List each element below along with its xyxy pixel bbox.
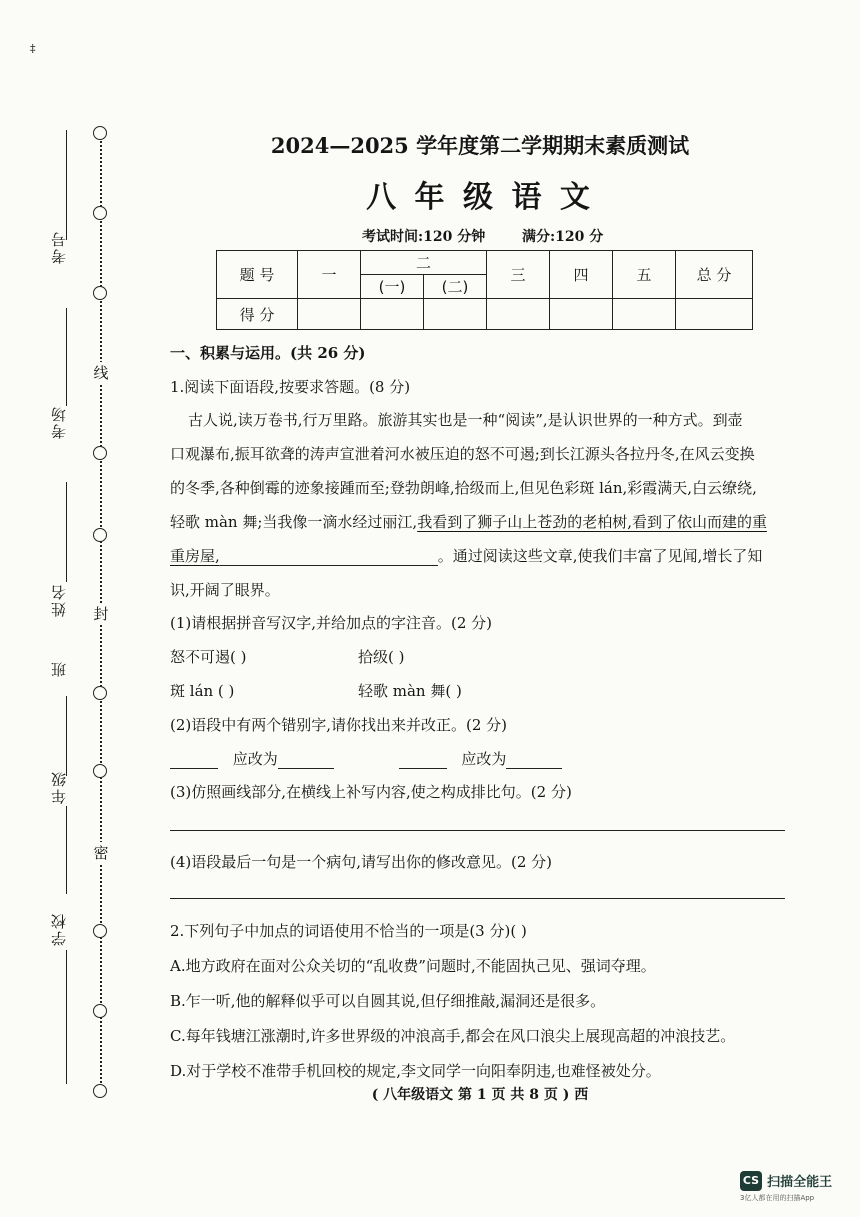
binding-hole — [93, 126, 107, 140]
binding-hole — [93, 528, 107, 542]
answer-nubukeye[interactable]: 怒不可遏( ) — [170, 648, 247, 666]
col-3-header: 三 — [487, 251, 550, 299]
typo-blank[interactable] — [170, 752, 218, 769]
col-2-sub-2: (二) — [424, 275, 487, 299]
binding-hole — [93, 206, 107, 220]
score-cell — [550, 299, 613, 330]
subject-title: 八 年 级 语 文 — [366, 180, 594, 215]
passage-line: 的冬季,各种倒霉的迹象接踵而至;登勃朗峰,拾级而上,但见色彩斑 lán,彩霞满天,白云缭绕, — [170, 479, 757, 497]
gutter-class-label: 班 — [50, 660, 68, 677]
col-4-header: 四 — [550, 251, 613, 299]
gutter-exam-room-label: 考场 — [50, 405, 68, 439]
question-1-prompt: 1.阅读下面语段,按要求答题。(8 分) — [170, 378, 411, 396]
gutter-line — [66, 308, 67, 406]
gutter-school-label: 学校 — [50, 912, 68, 946]
binding-hole — [93, 1084, 107, 1098]
passage-line — [170, 545, 762, 566]
exam-time: 考试时间:120 分钟 — [362, 229, 486, 245]
correction-label: 应改为 — [461, 750, 507, 768]
score-cell — [487, 299, 550, 330]
gutter-line — [66, 696, 67, 776]
scanner-tagline: 3亿人都在用的扫描App — [740, 1193, 815, 1202]
score-cell — [613, 299, 676, 330]
passage-text: 轻歌 màn 舞;当我像一滴水经过丽江, — [170, 513, 418, 531]
corner-mark: ‡ — [30, 42, 36, 55]
gutter-line — [66, 950, 67, 1084]
underlined-model-sentence: 我看到了狮子山上苍劲的老柏树,看到了依山而建的重 — [417, 513, 767, 531]
binding-hole — [93, 286, 107, 300]
gutter-exam-number-label: 考号 — [50, 230, 68, 264]
gutter-name-label: 姓名 — [50, 583, 68, 617]
answer-banlan[interactable]: 斑 lán ( ) — [170, 682, 235, 700]
correction-label: 应改为 — [232, 750, 278, 768]
option-c[interactable]: C.每年钱塘江涨潮时,许多世界级的冲浪高手,都会在风口浪尖上展现高超的冲浪技艺。 — [170, 1027, 736, 1045]
passage-line: 识,开阔了眼界。 — [170, 581, 280, 599]
subquestion-2: (2)语段中有两个错别字,请你找出来并改正。(2 分) — [170, 716, 508, 734]
gutter-line — [66, 806, 67, 894]
answer-qinggemanwu[interactable]: 轻歌 màn 舞( ) — [358, 682, 462, 700]
row-header: 题 号 — [217, 251, 298, 299]
total-header: 总 分 — [676, 251, 753, 299]
subquestion-3: (3)仿照画线部分,在横线上补写内容,使之构成排比句。(2 分) — [170, 783, 572, 801]
col-2-sub-1: (一) — [361, 275, 424, 299]
option-d[interactable]: D.对于学校不准带手机回校的规定,李文同学一向阳奉阴违,也难怪被处分。 — [170, 1062, 661, 1080]
question-2-prompt: 2.下列句子中加点的词语使用不恰当的一项是(3 分)( ) — [170, 922, 527, 940]
subquestion-4: (4)语段最后一句是一个病句,请写出你的修改意见。(2 分) — [170, 853, 553, 871]
col-5-header: 五 — [613, 251, 676, 299]
underlined-model-sentence-end: 重房屋, — [170, 547, 220, 565]
typo-answer-row — [170, 748, 562, 769]
answer-line[interactable] — [170, 898, 785, 899]
gutter-line — [66, 130, 67, 240]
full-score: 满分:120 分 — [522, 229, 604, 245]
score-cell — [424, 299, 487, 330]
gutter-grade-label: 年级 — [50, 770, 68, 804]
option-a[interactable]: A.地方政府在面对公众关切的“乱收费”问题时,不能固执己见、强词夺理。 — [170, 957, 656, 975]
scanner-logo-badge: CS — [740, 1171, 762, 1191]
score-label: 得 分 — [217, 299, 298, 330]
exam-title: 2024—2025 学年度第二学期期末素质测试 — [270, 133, 690, 158]
passage-line — [170, 511, 767, 532]
passage-line: 古人说,读万卷书,行万里路。旅游其实也是一种“阅读”,是认识世界的一种方式。到壶 — [188, 411, 743, 429]
score-cell — [676, 299, 753, 330]
answer-line[interactable] — [170, 830, 785, 831]
score-cell — [361, 299, 424, 330]
option-b[interactable]: B.乍一听,他的解释似乎可以自圆其说,但仔细推敲,漏洞还是很多。 — [170, 992, 606, 1010]
subquestion-1: (1)请根据拼音写汉字,并给加点的字注音。(2 分) — [170, 614, 493, 632]
page-footer: ( 八年级语文 第 1 页 共 8 页 ) 西 — [371, 1087, 589, 1103]
passage-line: 口观瀑布,振耳欲聋的涛声宣泄着河水被压迫的怒不可遏;到长江源头各拉丹冬,在风云变换 — [170, 445, 755, 463]
score-cell — [298, 299, 361, 330]
col-1-header: 一 — [298, 251, 361, 299]
score-table — [216, 250, 753, 330]
gutter-line — [66, 482, 67, 582]
seal-char-line: 线 — [93, 364, 109, 382]
binding-hole — [93, 924, 107, 938]
scanner-watermark — [740, 1170, 832, 1203]
seal-char-secret: 密 — [93, 844, 109, 862]
section-1-heading: 一、积累与运用。(共 26 分) — [170, 344, 366, 362]
col-2-header: 二 — [361, 251, 487, 275]
binding-hole — [93, 764, 107, 778]
binding-hole — [93, 1004, 107, 1018]
scanner-app-name: 扫描全能王 — [767, 1175, 833, 1190]
typo-blank[interactable] — [399, 752, 447, 769]
correction-blank[interactable] — [278, 752, 334, 769]
passage-text: 。通过阅读这些文章,使我们丰富了见闻,增长了知 — [437, 547, 763, 565]
seal-char-seal: 封 — [93, 605, 109, 623]
binding-hole — [93, 686, 107, 700]
binding-hole — [93, 446, 107, 460]
answer-shiji[interactable]: 拾级( ) — [358, 648, 405, 666]
fill-blank[interactable] — [220, 549, 438, 566]
correction-blank[interactable] — [506, 752, 562, 769]
